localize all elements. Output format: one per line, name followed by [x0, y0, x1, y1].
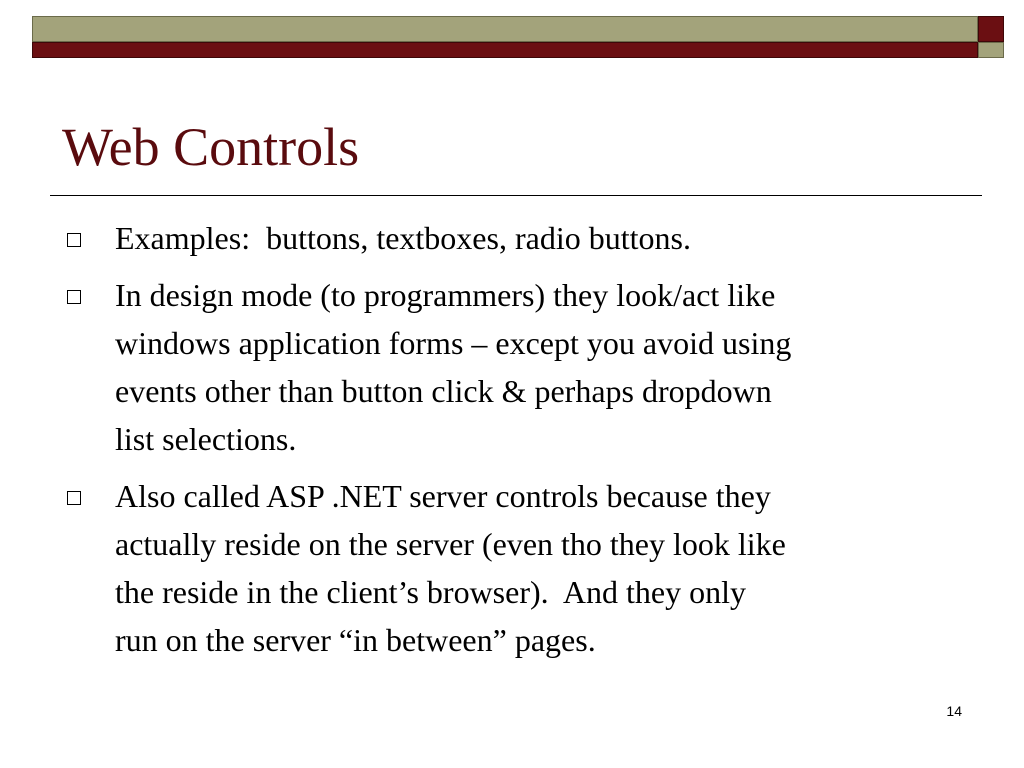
bullet-text: Also called ASP .NET server controls because they actually reside on the server (even tho they look like the reside in the client’s browser). And they only run on the server “in between” pages.: [115, 478, 786, 658]
header-band-maroon: [32, 42, 978, 58]
bullet-item-examples: [64, 214, 964, 262]
hollow-square-bullet-icon: [67, 233, 81, 247]
bullet-item-design-mode: [64, 271, 964, 463]
slide-title: Web Controls: [62, 117, 360, 177]
header-band-olive: [32, 16, 978, 42]
header-corner-olive: [978, 42, 1004, 58]
bullet-text: In design mode (to programmers) they look/act like windows application forms – except you avoid using events other than button click & perhaps dropdown list selections.: [115, 277, 792, 457]
header-corner-maroon: [978, 16, 1004, 42]
bullet-list: [64, 214, 964, 673]
hollow-square-bullet-icon: [67, 290, 81, 304]
page-number: 14: [946, 703, 962, 719]
bullet-item-server-controls: [64, 472, 964, 664]
bullet-text: Examples: buttons, textboxes, radio buttons.: [115, 220, 691, 256]
title-divider: [50, 195, 982, 196]
hollow-square-bullet-icon: [67, 491, 81, 505]
